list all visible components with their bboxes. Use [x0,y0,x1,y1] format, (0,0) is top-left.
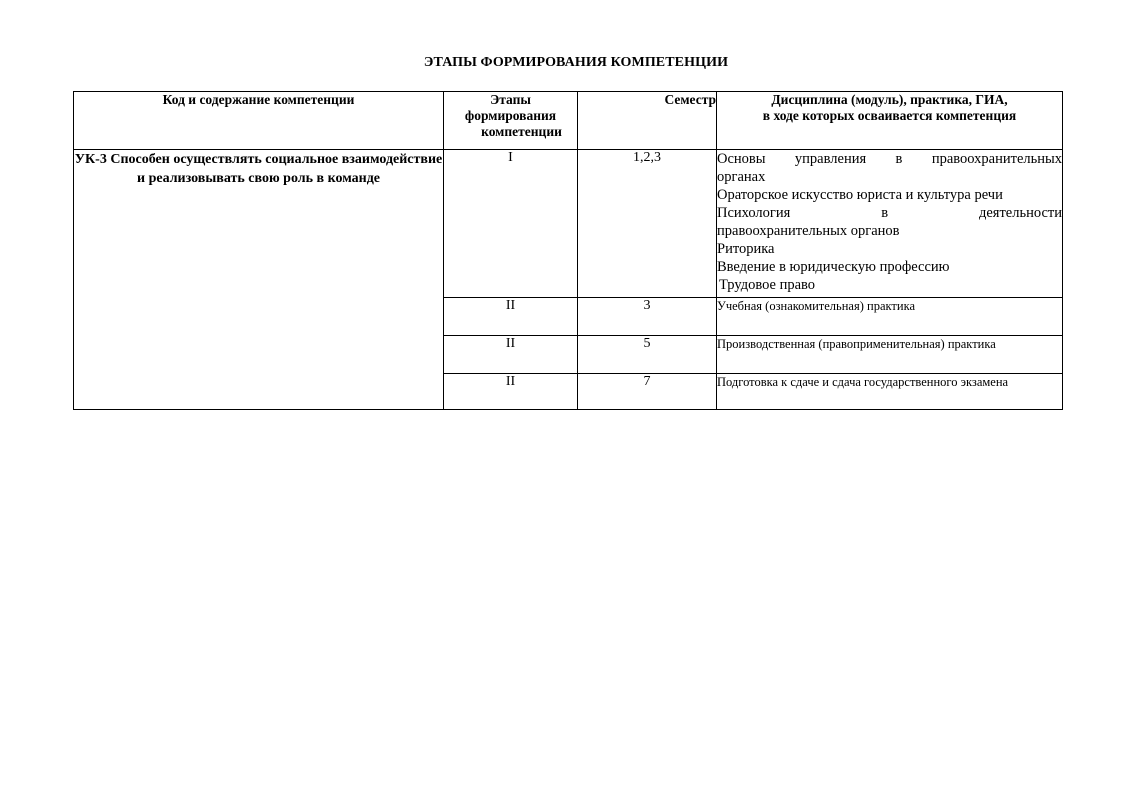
semester-cell: 1,2,3 [578,150,717,298]
header-discipline-line1: Дисциплина (модуль), практика, ГИА, [771,92,1008,107]
discipline-item: Ораторское искусство юриста и культура речи [717,187,1003,203]
discipline-cell: Производственная (правоприменительная) практика [717,336,1063,374]
competence-cell: УК-3 Способен осуществлять социальное взаимодействие и реализовывать свою роль в команде [74,150,444,410]
header-stages-line1: Этапы [490,92,531,107]
header-discipline [717,92,1063,150]
header-stages-line2: формирования [464,108,557,123]
discipline-item: Введение в юридическую профессию [717,259,950,275]
page-title: ЭТАПЫ ФОРМИРОВАНИЯ КОМПЕТЕНЦИИ [423,55,729,70]
semester-cell: 5 [578,336,717,374]
discipline-cell: Подготовка к сдаче и сдача государственного экзамена [717,374,1063,410]
discipline-item: правоохранительных органов [717,223,900,239]
stage-cell: II [444,298,578,336]
header-discipline-line2: в ходе которых осваивается компетенция [762,108,1017,123]
header-code: Код и содержание компетенции [74,92,444,150]
competence-table [73,91,1063,410]
table-row [74,150,1063,298]
discipline-list [717,150,1063,298]
discipline-item: Психология в деятельности [717,205,1062,221]
header-semester: Семестр [578,92,717,150]
stage-cell: II [444,336,578,374]
header-stages-line3: компетенции [481,124,562,139]
stage-cell: II [444,374,578,410]
discipline-item: Риторика [717,241,775,257]
header-stages [444,92,578,150]
semester-cell: 7 [578,374,717,410]
stage-cell: I [444,150,578,298]
discipline-cell: Учебная (ознакомительная) практика [717,298,1063,336]
discipline-item: Трудовое право [719,277,816,293]
table-header-row [74,92,1063,150]
semester-cell: 3 [578,298,717,336]
discipline-item: органах [717,169,766,185]
discipline-item: Основы управления в правоохранительных [717,151,1062,167]
